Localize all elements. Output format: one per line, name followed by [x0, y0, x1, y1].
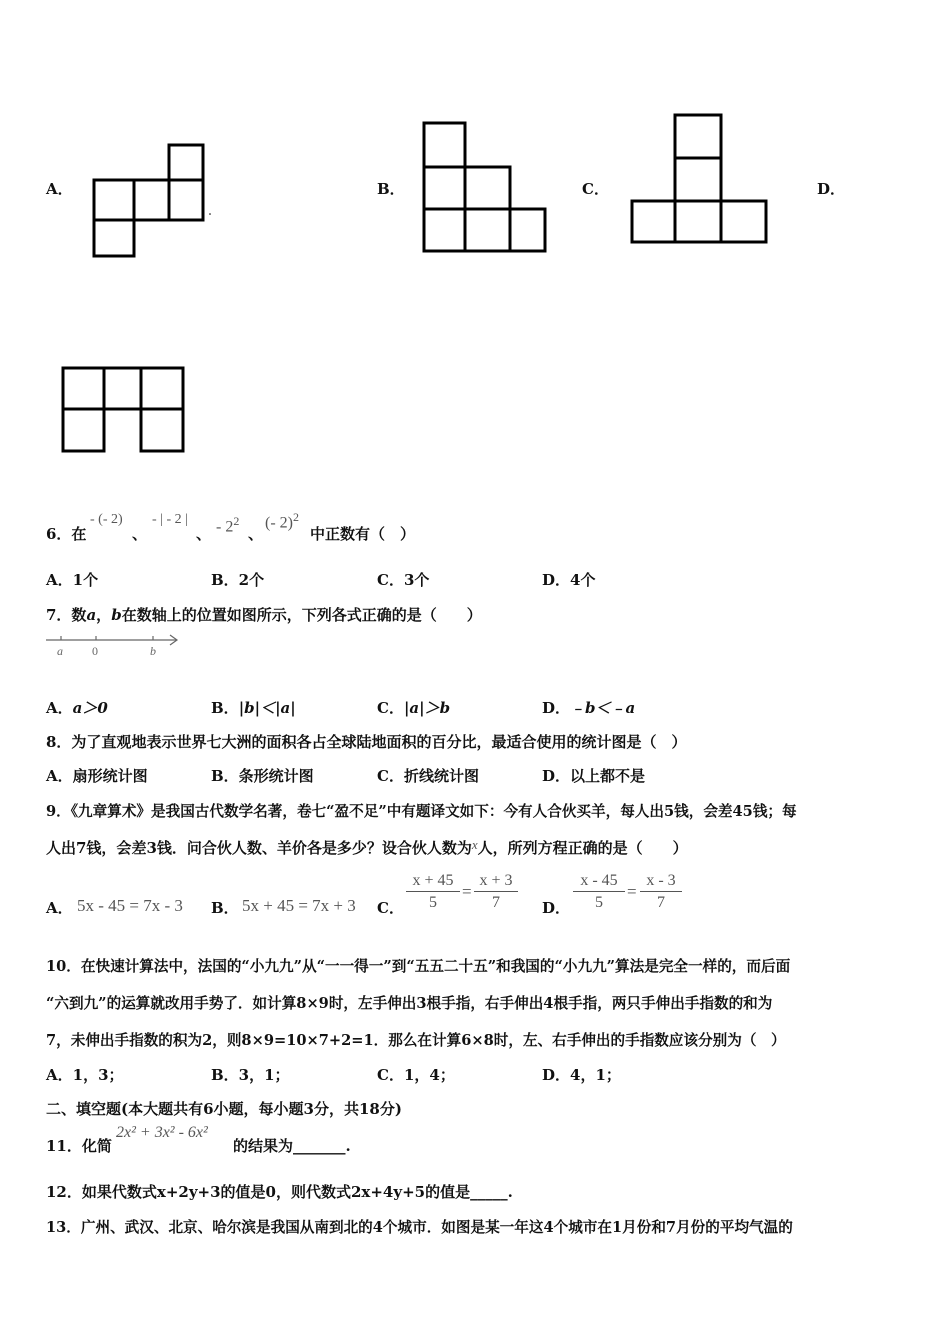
q11-suffix: 的结果为_______.	[233, 1137, 351, 1155]
q6-sep-3: 、	[248, 525, 264, 543]
q6-option-d: D．4个	[542, 571, 596, 589]
q9-option-c-fraction-right: $\frac{x + 3}{7}$	[474, 871, 518, 914]
q6-prefix: 6．在	[46, 525, 87, 543]
q8-option-a: A．扇形统计图	[46, 767, 148, 785]
q11-expression: 2x² + 3x² - 6x²	[116, 1124, 208, 1141]
q9-option-d-equals: =	[627, 882, 637, 901]
q8-stem: 8．为了直观地表示世界七大洲的面积各占全球陆地面积的百分比，最适合使用的统计图是（ ）	[46, 733, 687, 751]
q6-sep-1: 、	[132, 525, 148, 543]
q9-option-c-fraction-left: $\frac{x + 45}{5}$	[406, 871, 460, 914]
q13-stem: 13．广州、武汉、北京、哈尔滨是我国从南到北的4个城市．如图是某一年这4个城市在1月份和7月份的平均气温的	[46, 1219, 793, 1236]
q9-stem-line-2: 人出7钱，会差3钱．问合伙人数、羊价各是多少？设合伙人数为x人，所列方程正确的是（ ）	[46, 837, 688, 857]
q6-option-a: A．1个	[46, 571, 99, 589]
q7-option-c: C．|a|＞b	[377, 699, 451, 717]
q9-option-c-label: C．	[377, 899, 404, 917]
q8-option-c: C．折线统计图	[377, 767, 479, 785]
section-2-heading: 二、填空题(本大题共有6小题，每小题3分，共18分)	[46, 1100, 402, 1118]
q6-option-c: C．3个	[377, 571, 430, 589]
q6-suffix: 中正数有（ ）	[310, 525, 416, 543]
q5-option-d-label: D．	[817, 180, 846, 198]
q12-stem: 12．如果代数式x+2y+3的值是0，则代数式2x+4y+5的值是_____.	[46, 1183, 513, 1201]
axis-label-0: 0	[92, 644, 98, 658]
q6-expr-2: - | - 2 |	[152, 512, 188, 527]
q10-option-d: D．4，1；	[542, 1066, 621, 1084]
q7-option-d: D．﹣b＜﹣a	[542, 699, 636, 717]
q9-option-c-equals: =	[462, 882, 472, 901]
q5-option-a-figure	[90, 140, 215, 260]
axis-label-b: b	[150, 644, 156, 658]
q7-stem: 7．数a，b在数轴上的位置如图所示，下列各式正确的是（ ）	[46, 606, 482, 624]
q5-option-c-label: C．	[582, 180, 609, 198]
q5-option-c-figure	[629, 112, 771, 246]
q9-stem-line-1: 9．《九章算术》是我国古代数学名著，卷七“盈不足”中有题译文如下：今有人合伙买羊，每人出5钱，会差45钱；每	[46, 803, 797, 820]
q6-expr-1: - (- 2)	[90, 512, 123, 527]
q10-stem-line-3: 7，未伸出手指数的积为2，则8×9=10×7+2=1．那么在计算6×8时，左、右手伸出的手指数应该分别为（ ）	[46, 1032, 786, 1049]
q10-stem-line-1: 10．在快速计算法中，法国的“小九九”从“一一得一”到“五五二十五”和我国的“小九九”算法是完全一样的，而后面	[46, 958, 791, 975]
q9-option-a-equation: 5x - 45 = 7x - 3	[77, 896, 183, 915]
q6-option-b: B．2个	[211, 571, 265, 589]
q9-option-a-label: A．	[46, 899, 73, 917]
q5-option-b-figure	[421, 120, 549, 255]
q9-option-d-fraction-left: $\frac{x - 45}{5}$	[573, 871, 625, 914]
q7-option-b: B．|b|＜|a|	[211, 699, 296, 717]
q11-prefix: 11．化简	[46, 1137, 112, 1155]
q7-option-a: A．a＞0	[46, 699, 108, 717]
q10-option-a: A．1，3；	[46, 1066, 124, 1084]
q6-expr-3: - $2^2$	[216, 514, 240, 536]
q10-option-b: B．3，1；	[211, 1066, 290, 1084]
q9-option-d-label: D．	[542, 899, 571, 917]
q9-option-d-fraction-right: $\frac{x - 3}{7}$	[640, 871, 682, 914]
q9-option-b-label: B．	[211, 899, 239, 917]
axis-label-a: a	[57, 644, 63, 658]
q5-option-b-label: B．	[377, 180, 405, 198]
q6-sep-2: 、	[196, 525, 212, 543]
q7-number-line	[44, 630, 184, 660]
q9-option-b-equation: 5x + 45 = 7x + 3	[242, 896, 356, 915]
q5-option-d-figure	[59, 364, 189, 456]
q10-option-c: C．1，4；	[377, 1066, 455, 1084]
q8-option-b: B．条形统计图	[211, 767, 314, 785]
q8-option-d: D．以上都不是	[542, 767, 646, 785]
q10-stem-line-2: “六到九”的运算就改用手势了．如计算8×9时，左手伸出3根手指，右手伸出4根手指，两只手伸出手指数的和为	[46, 995, 773, 1012]
q6-expr-4: (- 2)$^2$	[265, 510, 299, 532]
q5-option-a-label: A．	[46, 180, 73, 198]
